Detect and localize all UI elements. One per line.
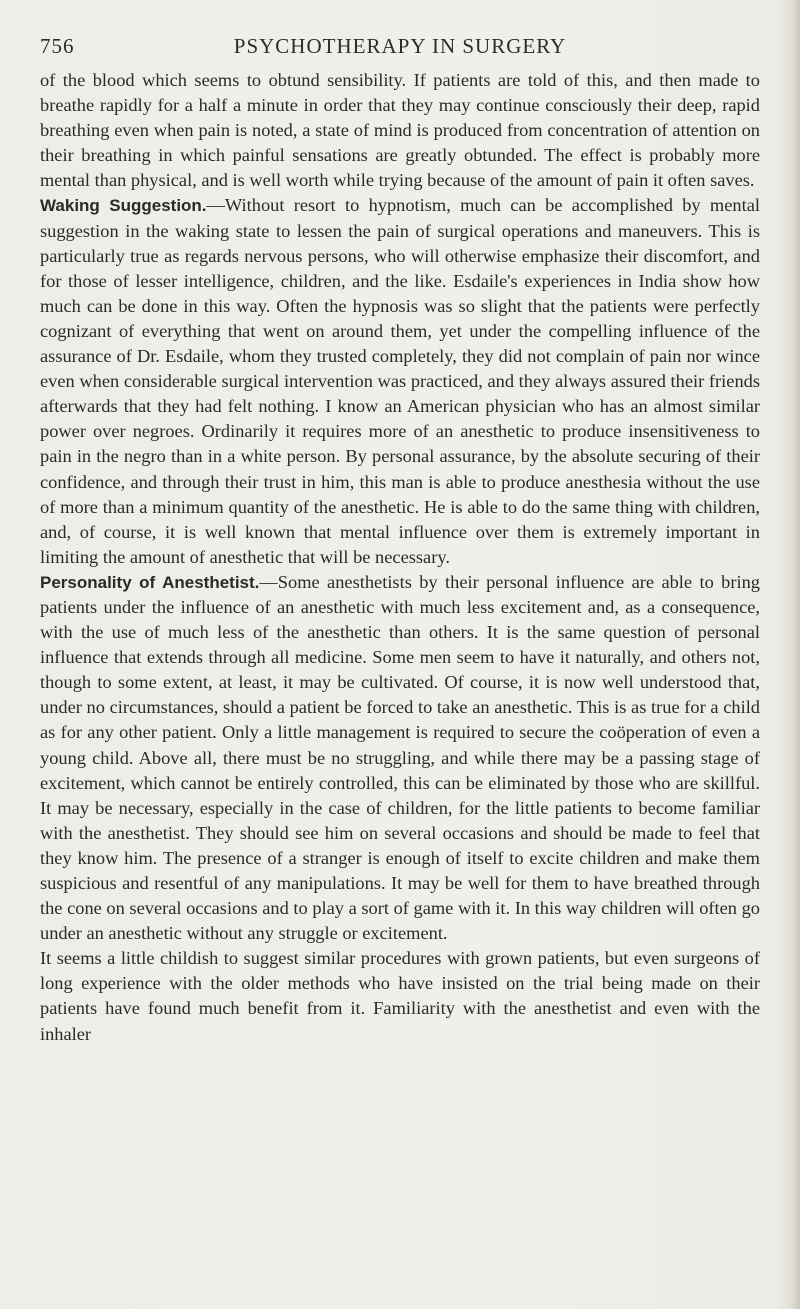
paragraph (40, 946, 760, 1046)
body-text (40, 68, 760, 1047)
paragraph-text: —Some anesthetists by their personal influence are able to bring patients under the influence of an anesthetic with much less excitement and, as a consequence, with the use of much less of the anesthetic than others. It is the same question of personal influence that extends through all medicine. Some men seem to have it naturally, and others not, though to some extent, at least, it may be cultivated. Of course, it is now well understood that, under no circumstances, should a patient be forced to take an anesthetic. This is as true for a child as for any other patient. Only a little management is required to secure the coöperation of even a young child. Above all, there must be no struggling, and while there may be a passing stage of excitement, which cannot be entirely controlled, this can be eliminated by those who are skillful. It may be necessary, especially in the case of children, for the little patients to become familiar with the anesthetist. They should see him on several occasions and should be made to feel that they know him. The presence of a stranger is enough of itself to excite children and make them suspicious and resentful of any manipulations. It may be well for them to have breathed through the cone on several occasions and to play a sort of game with it. In this way children will often go under an anesthetic without any struggle or excitement. (40, 571, 760, 944)
paragraph-text: of the blood which seems to obtund sensibility. If patients are told of this, and then made to breathe rapidly for a half a minute in order that they may continue consciously their deep, rapid breathing even when pain is noted, a state of mind is produced from concentration of attention on their breathing in which painful sensations are greatly obtunded. The effect is probably more mental than physical, and is well worth while trying because of the amount of pain it often saves. (40, 70, 760, 191)
running-title: PSYCHOTHERAPY IN SURGERY (233, 34, 567, 58)
paragraph (40, 570, 760, 946)
section-heading: Personality of Anesthetist. (40, 572, 260, 592)
section-heading: Waking Suggestion. (40, 196, 207, 216)
paragraph (40, 68, 760, 193)
paragraph-text: —Without resort to hypnotism, much can be accomplished by mental suggestion in the waking state to lessen the pain of surgical operations and maneuvers. This is particularly true as regards nervous persons, who will otherwise emphasize their discomfort, and for those of lesser intelligence, children, and the like. Esdaile's experiences in India show how much can be done in this way. Often the hypnosis was so slight that the patients were perfectly cognizant of everything that went on around them, yet under the compelling influence of the assurance of Dr. Esdaile, whom they trusted completely, they did not complain of pain nor wince even when considerable surgical intervention was practiced, and they always assured their friends afterwards that they had felt nothing. I know an American physician who has an almost similar power over negroes. Ordinarily it requires more of an anesthetic to produce insensitiveness to pain in the negro than in a white person. By personal assurance, by the absolute securing of their confidence, and through their trust in him, this man is able to produce anesthesia without the use of more than a minimum quantity of the anesthetic. He is able to do the same thing with children, and, of course, it is well known that mental influence over them is extremely important in limiting the amount of anesthetic that will be necessary. (40, 195, 760, 567)
running-head (40, 34, 760, 68)
paragraph (40, 193, 760, 569)
page-number: 756 (40, 34, 75, 58)
paragraph-text: It seems a little childish to suggest similar procedures with grown patients, but even surgeons of long experience with the older methods who have insisted on the trial being made on their patients have found much benefit from it. Familiarity with the anesthetist and even with the inhaler (40, 948, 760, 1044)
page-edge-shadow (790, 0, 800, 1309)
